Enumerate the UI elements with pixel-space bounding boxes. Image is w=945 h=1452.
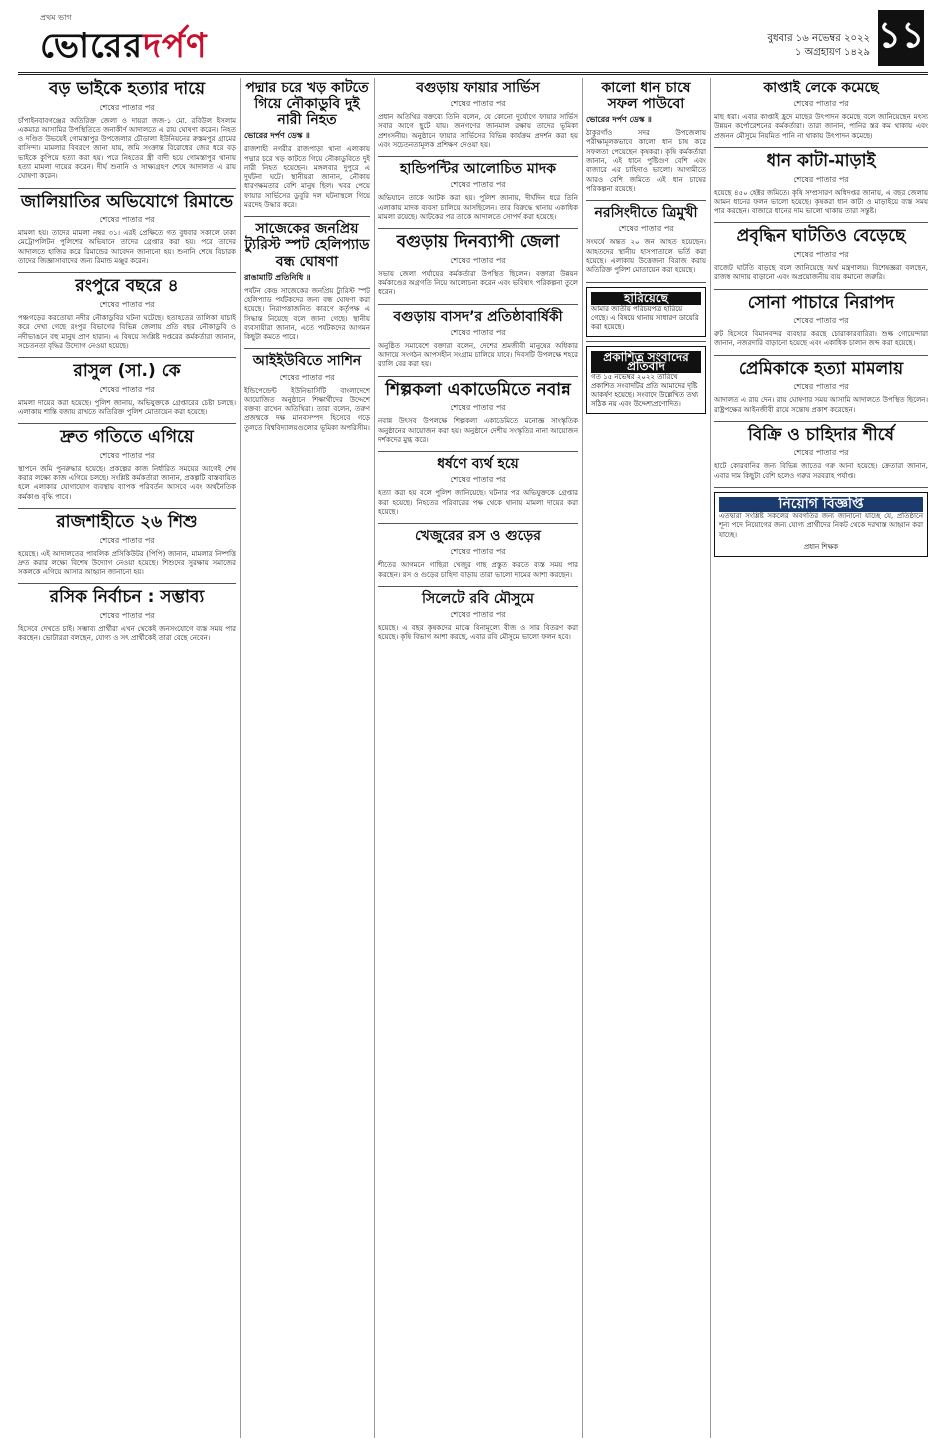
headline: হান্ডিপন্টির আলোচিত মাদক [399,161,557,178]
divider [244,348,370,349]
page-number: ১১ [878,10,924,66]
column-2 [244,78,370,1438]
divider [714,147,928,148]
divider [18,508,236,509]
headline: রসিক নির্বাচন : সম্ভাব্য [49,587,205,608]
story-body: চাঁপাইনবাবগঞ্জের অতিরিক্ত জেলা ও দায়রা জজ-১ মো. রবিউল ইসলাম একমাত্র আসামির উপস্থিতিতে জনাকীর্ণ আদালতে এ রায় ঘোষণা করেন। নিহত ও দণ্ডিত উভয়েই গোমস্তাপুর উপজেলার চৌডালা ইউনিয়নের রুস্তমপুর গ্রামের বাসিন্দা। মামলার বিবরণে জানা যায়, জমি সংক্রান্ত বিরোধের জের ধরে বড় ভাইকে কুপিয়ে হত্যা করা হয়। পরে নিহতের স্ত্রী বাদী হয়ে গোমস্তাপুর থানায় হত্যা মামলা দায়ের করেন। দীর্ঘ শুনানি ও সাক্ষ্যগ্রহণ শেষে আদালত এ রায় ঘোষণা করেন। [18,116,236,181]
column-5 [714,78,928,1438]
story-body: আদালত এ রায় দেন। রায় ঘোষণার সময় আসামি আদালতে উপস্থিত ছিলেন। রাষ্ট্রপক্ষের আইনজীবী রায়ে সন্তোষ প্রকাশ করেছেন। [714,396,928,414]
continued-label: শেষের পাতার পর [450,609,506,619]
job-notice-signoff: প্রধান শিক্ষক [803,542,839,551]
continued-label: শেষের পাতার পর [793,382,849,392]
story-8 [244,80,370,210]
lost-notice-body: আমার জাতীয় পরিচয়পত্র হারিয়ে গেছে। এ বিষয়ে থানায় সাধারণ ডায়েরি করা হয়েছে। [591,304,699,331]
continued-label: শেষের পাতার পর [450,475,506,485]
story-10 [244,353,370,433]
continued-label: শেষের পাতার পর [99,384,155,394]
divider [18,423,236,424]
continued-label: শেষের পাতার পর [793,99,849,109]
story-body: মামলা দায়ের করা হয়েছে। পুলিশ জানায়, অভিযুক্তকে গ্রেপ্তারের চেষ্টা চলছে। এলাকায় শান্তি বজায় রাখতে অতিরিক্ত পুলিশ মোতায়েন করা হয়েছে। [18,398,236,416]
headline: রাজশাহীতে ২৬ শিশু [56,511,198,532]
headline: নরসিংদীতে ত্রিমুখী [594,205,698,222]
headline: বগুড়ায় দিনব্যাপী জেলা [396,232,560,253]
continued-label: শেষের পাতার পর [450,180,506,190]
continued-label: শেষের পাতার পর [793,249,849,259]
continued-label: শেষের পাতার পর [450,327,506,337]
column-3 [378,78,578,1438]
story-12 [378,161,578,222]
job-notice-title: নিয়োগ বিজ্ঞপ্তি [719,497,923,512]
story-body: স্থাপনে জমি পুনরুদ্ধার হয়েছে। প্রকল্পের কাজ নির্ধারিত সময়ের আগেই শেষ করার লক্ষ্যে কাজ এগিয়ে চলছে। সংশ্লিষ্ট কর্মকর্তারা জানান, প্রকল্পটি বাস্তবায়িত হলে এলাকার যোগাযোগ ব্যবস্থায় ব্যাপক পরিবর্তন আসবে এবং অর্থনৈতিক কর্মকাণ্ড বৃদ্ধি পাবে। [18,464,236,501]
divider [378,156,578,157]
story-body: নবান্ন উৎসব উপলক্ষে শিল্পকলা একাডেমিতে মনোজ্ঞ সাংস্কৃতিক অনুষ্ঠানের আয়োজন করা হয়। অনুষ্ঠানে দেশীয় সংস্কৃতির নানা আয়োজন দর্শকদের মুগ্ধ করে। [378,417,578,444]
rebuttal-body: গত ১৫ নভেম্বর ২০২২ তারিখে প্রকাশিত সংবাদটির প্রতি আমাদের দৃষ্টি আকর্ষণ হয়েছে। সংবাদে উল্লেখিত তথ্য সঠিক নয় এবং উদ্দেশ্যপ্রণোদিত। [591,372,699,408]
headline: বিক্রি ও চাহিদার শীর্ষে [748,424,894,445]
story-body: বাজেট ঘাটতি বাড়ছে বলে জানিয়েছে অর্থ মন্ত্রণালয়। বিশেষজ্ঞরা বলছেন, রাজস্ব আদায় বাড়ানো এবং অপ্রয়োজনীয় ব্যয় কমানো জরুরি। [714,263,928,282]
story-body: হত্যা করা হয় বলে পুলিশ জানিয়েছে। ঘটনার পর অভিযুক্তকে গ্রেপ্তার করা হয়েছে। নিহতের পরিবারের পক্ষ থেকে থানায় মামলা দায়ের করা হয়েছে। [378,489,578,516]
date-gregorian: বুধবার ১৬ নভেম্বর ২০২২ [767,33,870,44]
story-body: ঠাকুরগাঁও সদর উপজেলায় পরীক্ষামূলকভাবে কালো ধান চাষ করে সফলতা পেয়েছেন কৃষকরা। কৃষি কর্মকর্তারা জানান, এই ধানে পুষ্টিগুণ বেশি এবং বাজারে এর চাহিদাও ভালো। আগামীতে আরও বেশি জমিতে এই ধান চাষের পরিকল্পনা রয়েছে। [586,129,706,193]
headline: সোনা পাচারে নিরাপদ [747,292,895,313]
divider [378,451,578,452]
divider [714,222,928,223]
byline: রাঙামাটি প্রতিনিধি ॥ [244,271,311,282]
divider [714,487,928,488]
continued-label: শেষের পাতার পর [793,448,849,458]
headline: প্রবৃদ্ধিন ঘাটতিও বেড়েছে [736,226,906,247]
story-body: হাটে কোরবানির জন্য বিভিন্ন জাতের গরু আনা হয়েছে। ক্রেতারা জানান, এবার দাম কিছুটা বেশি হলেও গরুর সরবরাহ পর্যাপ্ত। [714,462,928,480]
logo-word-2: দর্পণ [143,26,208,66]
date-bangla: ১ অগ্রহায়ণ ১৪২৯ [794,47,870,58]
story-18 [378,591,578,643]
divider [378,304,578,305]
headline: বগুড়ায় বাসদ’র প্রতিষ্ঠাবার্ষিকী [393,308,563,325]
story-19 [586,80,706,194]
headline: প্রেমিকাকে হত্যা মামলায় [738,358,904,379]
divider [714,289,928,290]
continued-label: শেষের পাতার পর [279,372,335,382]
story-22 [714,152,928,216]
story-body: মামলা হয়। তাদের মামলা নম্বর ৩১। এরই প্রেক্ষিতে গত বুধবার সকালে ঢাকা মেট্রোপলিটন পুলিশের অভিযানে তাদের গ্রেপ্তার করা হয়। পরে তাদের আদালতে হাজির করে রিমান্ডের আবেদন জানানো হয়। শুনানি শেষে বিচারক তাদের জিজ্ঞাসাবাদের জন্য রিমান্ড মঞ্জুর করেন। [18,229,236,266]
story-24 [714,294,928,349]
story-1 [18,80,236,182]
story-26 [714,426,928,481]
headline: পদ্মার চরে খড় কাটতে গিয়ে নৌকাডুবি দুই নারী নিহত [245,80,369,129]
headline: সাজেকের জনপ্রিয় ট্যুরিস্ট স্পট হেলিপ্যাড বন্ধ ঘোষণা [244,221,370,270]
column-rule [710,78,711,1438]
continued-label: শেষের পাতার পর [99,450,155,460]
story-4 [18,362,236,417]
story-body: ইন্ডিপেন্ডেন্ট ইউনিভার্সিটি বাংলাদেশে আয়োজিত অনুষ্ঠানে শিক্ষার্থীদের উদ্দেশে বক্তব্য রাখেন অতিথিরা। তারা বলেন, তরুণ প্রজন্মকে দক্ষ মানবসম্পদ হিসেবে গড়ে তুলতে বিশ্ববিদ্যালয়গুলোর ভূমিকা অপরিসীম। [244,386,370,432]
masthead [18,6,928,75]
story-2 [18,193,236,267]
story-25 [714,360,928,415]
continued-label: শেষের পাতার পর [450,547,506,557]
story-3 [18,277,236,351]
story-body: শীতের আগমনে গাছিরা খেজুর গাছ প্রস্তুত করতে ব্যস্ত সময় পার করছেন। রস ও গুড়ের চাহিদা বাড়ায় তারা ভালো দামের আশা করছেন। [378,561,578,579]
column-1 [18,78,236,1438]
divider [18,583,236,584]
continued-label: শেষের পাতার পর [99,299,155,309]
continued-label: শেষের পাতার পর [450,255,506,265]
story-13 [378,233,578,297]
byline: ভোরের দর্পণ ডেস্ক ॥ [586,114,652,125]
lost-notice [586,287,706,337]
story-body: মাছ ধরা। এবার কাপ্তাই হ্রদে মাছের উৎপাদন কমেছে বলে জানিয়েছেন মৎস্য উন্নয়ন কর্পোরেশনের কর্মকর্তারা। তারা জানান, পানির স্তর কম থাকায় এবং প্রজনন মৌসুমে নিয়মিত পানি না থাকায় উৎপাদন কমেছে। [714,113,928,140]
date-box [767,32,870,60]
story-15 [378,381,578,445]
divider [18,357,236,358]
story-14 [378,309,578,370]
story-body: প্রধান অতিথির বক্তব্যে তিনি বলেন, যে কোনো দুর্যোগে ফায়ার সার্ভিস সবার আগে ছুটে যায়। জনগণের জানমাল রক্ষায় তাদের ভূমিকা প্রশংসনীয়। অনুষ্ঠানে ফায়ার সার্ভিসের বিভিন্ন কার্যক্রম প্রদর্শন করা হয় এবং সচেতনতামূলক প্রশিক্ষণ দেওয়া হয়। [378,113,578,149]
continued-label: শেষের পাতার পর [450,99,506,109]
story-9 [244,221,370,342]
story-7 [18,588,236,643]
continued-label: শেষের পাতার পর [99,610,155,620]
column-4 [586,78,706,1438]
continued-label: শেষের পাতার পর [793,316,849,326]
divider [18,272,236,273]
divider [586,341,706,342]
story-23 [714,227,928,282]
story-body: অনুষ্ঠিত সমাবেশে বক্তারা বলেন, দেশের শ্রমজীবী মানুষের অধিকার আদায়ে সংগঠন আপসহীন সংগ্রাম চালিয়ে যাবে। দিবসটি উপলক্ষে শহরে র‍্যালি বের করা হয়। [378,341,578,369]
divider [378,523,578,524]
story-11 [378,80,578,150]
byline: ভোরের দর্পণ ডেস্ক ॥ [244,130,310,141]
story-body: পর্যটন কেন্দ্র সাজেকের জনপ্রিয় ট্যুরিস্ট স্পট হেলিপ্যাড পর্যটকদের জন্য বন্ধ ঘোষণা করা হয়েছে। নিরাপত্তাজনিত কারণে কর্তৃপক্ষ এ সিদ্ধান্ত নিয়েছে বলে জানা গেছে। স্থানীয় ব্যবসায়ীরা জানান, এতে পর্যটকদের আগমন কিছুটা কমতে পারে। [244,286,370,342]
story-20 [586,205,706,275]
story-body: সংঘর্ষে অন্তত ২০ জন আহত হয়েছেন। আহতদের স্থানীয় হাসপাতালে ভর্তি করা হয়েছে। এলাকায় উত্তেজনা বিরাজ করায় অতিরিক্ত পুলিশ মোতায়েন করা হয়েছে। [586,238,706,275]
headline: শিল্পকলা একাডেমিতে নবান্ন [385,379,571,400]
divider [378,376,578,377]
story-6 [18,513,236,577]
story-body: পঞ্চগড়ের করতোয়া নদীর নৌকাডুবির ঘটনা ঘটেছে। হতাহতের তালিকা যাচাই করে দেখা গেছে রংপুর বিভাগের বিভিন্ন জেলায় প্রতি বছর নৌকাডুবি ও নদীভাঙনে বহু মানুষ প্রাণ হারান। এ বিষয়ে সংশ্লিষ্ট দপ্তরের কর্মকর্তারা জানান, সচেতনতা বৃদ্ধির উদ্যোগ নেওয়া হয়েছে। [18,313,236,350]
divider [18,188,236,189]
story-5 [18,428,236,502]
divider [714,421,928,422]
divider [586,282,706,283]
headline: ধর্ষণে ব্যর্থ হয়ে [437,456,519,473]
headline: ধান কাটা-মাড়াই [766,150,876,171]
divider [378,586,578,587]
logo-word-1: ভোরের [40,26,144,66]
story-body: রাজশাহী নগরীর রাজপাড়া থানা এলাকায় পদ্মার চরে খড় কাটতে গিয়ে নৌকাডুবিতে দুই নারী নিহত হয়েছেন। মঙ্গলবার দুপুরে এ দুর্ঘটনা ঘটে। স্থানীয়রা জানান, নৌকায় ধারণক্ষমতার বেশি মানুষ ছিল। খবর পেয়ে ফায়ার সার্ভিসের ডুবুরি দল ঘটনাস্থলে গিয়ে মরদেহ উদ্ধার করে। [244,145,370,210]
headline: রংপুরে বছরে ৪ [75,276,179,297]
story-body: হয়েছে ৪৫০ হেক্টর জমিতে। কৃষি সম্প্রসারণ অধিদপ্তর জানায়, এ বছর জেলায় আমন ধানের ফলন ভালো হয়েছে। কৃষকরা ধান কাটা ও মাড়াইয়ে ব্যস্ত সময় পার করছেন। বাজারে ধানের দাম ভালো থাকায় তারা সন্তুষ্ট। [714,188,928,216]
divider [244,216,370,217]
continued-label: শেষের পাতার পর [99,215,155,225]
headline: বগুড়ায় ফায়ার সার্ভিস [416,80,540,96]
story-16 [378,456,578,517]
story-body: হিসেবে দেখতে চাই। সম্ভাব্য প্রার্থীরা এখন থেকেই জনসংযোগে ব্যস্ত সময় পার করছেন। ভোটাররা বলছেন, যোগ্য ও সৎ প্রার্থীকেই তারা বেছে নেবেন। [18,624,236,643]
story-21 [714,80,928,141]
headline: খেজুরের রস ও গুড়ের [414,528,542,545]
headline: সিলেটে রবি মৌসুমে [422,590,534,607]
job-notice [714,492,928,557]
headline: রাসুল (সা.) কে [73,361,181,382]
divider [378,228,578,229]
story-17 [378,528,578,580]
story-body: হয়েছে। এই আদালতের পাবলিক প্রসিকিউটর (পিপি) জানান, মামলার নিষ্পত্তি দ্রুত করার লক্ষ্যে বিশেষ উদ্যোগ নেওয়া হয়েছে। শিশুদের সুরক্ষায় সমাজের সকলকে এগিয়ে আসার আহ্বান জানানো হয়। [18,549,236,577]
continued-label: শেষের পাতার পর [450,403,506,413]
story-body: হয়েছে। এ বছর কৃষকদের মাঝে বিনামূল্যে বীজ ও সার বিতরণ করা হয়েছে। কৃষি বিভাগ আশা করছে, এবার রবি মৌসুমে ভালো ফলন হবে। [378,623,578,642]
rebuttal-title: প্রকাশিত সংবাদের প্রতিবাদ [591,351,701,373]
divider [714,355,928,356]
headline: কাপ্তাই লেকে কমেছে [763,80,879,96]
continued-label: শেষের পাতার পর [618,224,674,234]
masthead-tagline: প্রথম ভাগ [40,13,72,22]
newspaper-logo [40,20,208,77]
headline: বড় ভাইকে হত্যার দায়ে [48,79,206,99]
column-rule [374,78,375,1438]
divider [586,200,706,201]
continued-label: শেষের পাতার পর [99,535,155,545]
story-body: অভিযানে তাকে আটক করা হয়। পুলিশ জানায়, দীর্ঘদিন ধরে তিনি এলাকায় মাদক ব্যবসা চালিয়ে আসছিলেন। তার বিরুদ্ধে থানায় একাধিক মামলা রয়েছে। আটকের পর তাকে আদালতে সোপর্দ করা হয়েছে। [378,194,578,221]
lost-notice-title: হারিয়েছে [591,292,701,305]
story-body: সভায় জেলা পর্যায়ের কর্মকর্তারা উপস্থিত ছিলেন। বক্তারা উন্নয়ন কর্মকাণ্ডের অগ্রগতি নিয়ে আলোচনা করেন এবং ভবিষ্যৎ পরিকল্পনা তুলে ধরেন। [378,269,578,297]
continued-label: শেষের পাতার পর [99,102,155,112]
job-notice-body: এতদ্বারা সংশ্লিষ্ট সকলের অবগতির জন্য জানানো যাচ্ছে যে, প্রতিষ্ঠানে শূন্য পদে নিয়োগের জন্য যোগ্য প্রার্থীদের নিকট থেকে দরখাস্ত আহ্বান করা যাচ্ছে। [719,511,923,539]
rebuttal-notice [586,346,706,414]
headline: জালিয়াতির অভিযোগে রিমান্ডে [20,191,234,212]
story-body: রুট হিসেবে বিমানবন্দর ব্যবহার করছে চোরাকারবারিরা। শুল্ক গোয়েন্দারা জানান, নজরদারি বাড়ানো হয়েছে এবং একাধিক চালান জব্দ করা হয়েছে। [714,330,928,348]
continued-label: শেষের পাতার পর [793,174,849,184]
headline: কালো ধান চাষে সফল পাউবো [601,80,691,113]
headline: আইইউবিতে সাশিন [252,353,362,370]
headline: দ্রুত গতিতে এগিয়ে [60,427,194,448]
column-rule [582,78,583,1438]
column-rule [240,78,241,1438]
